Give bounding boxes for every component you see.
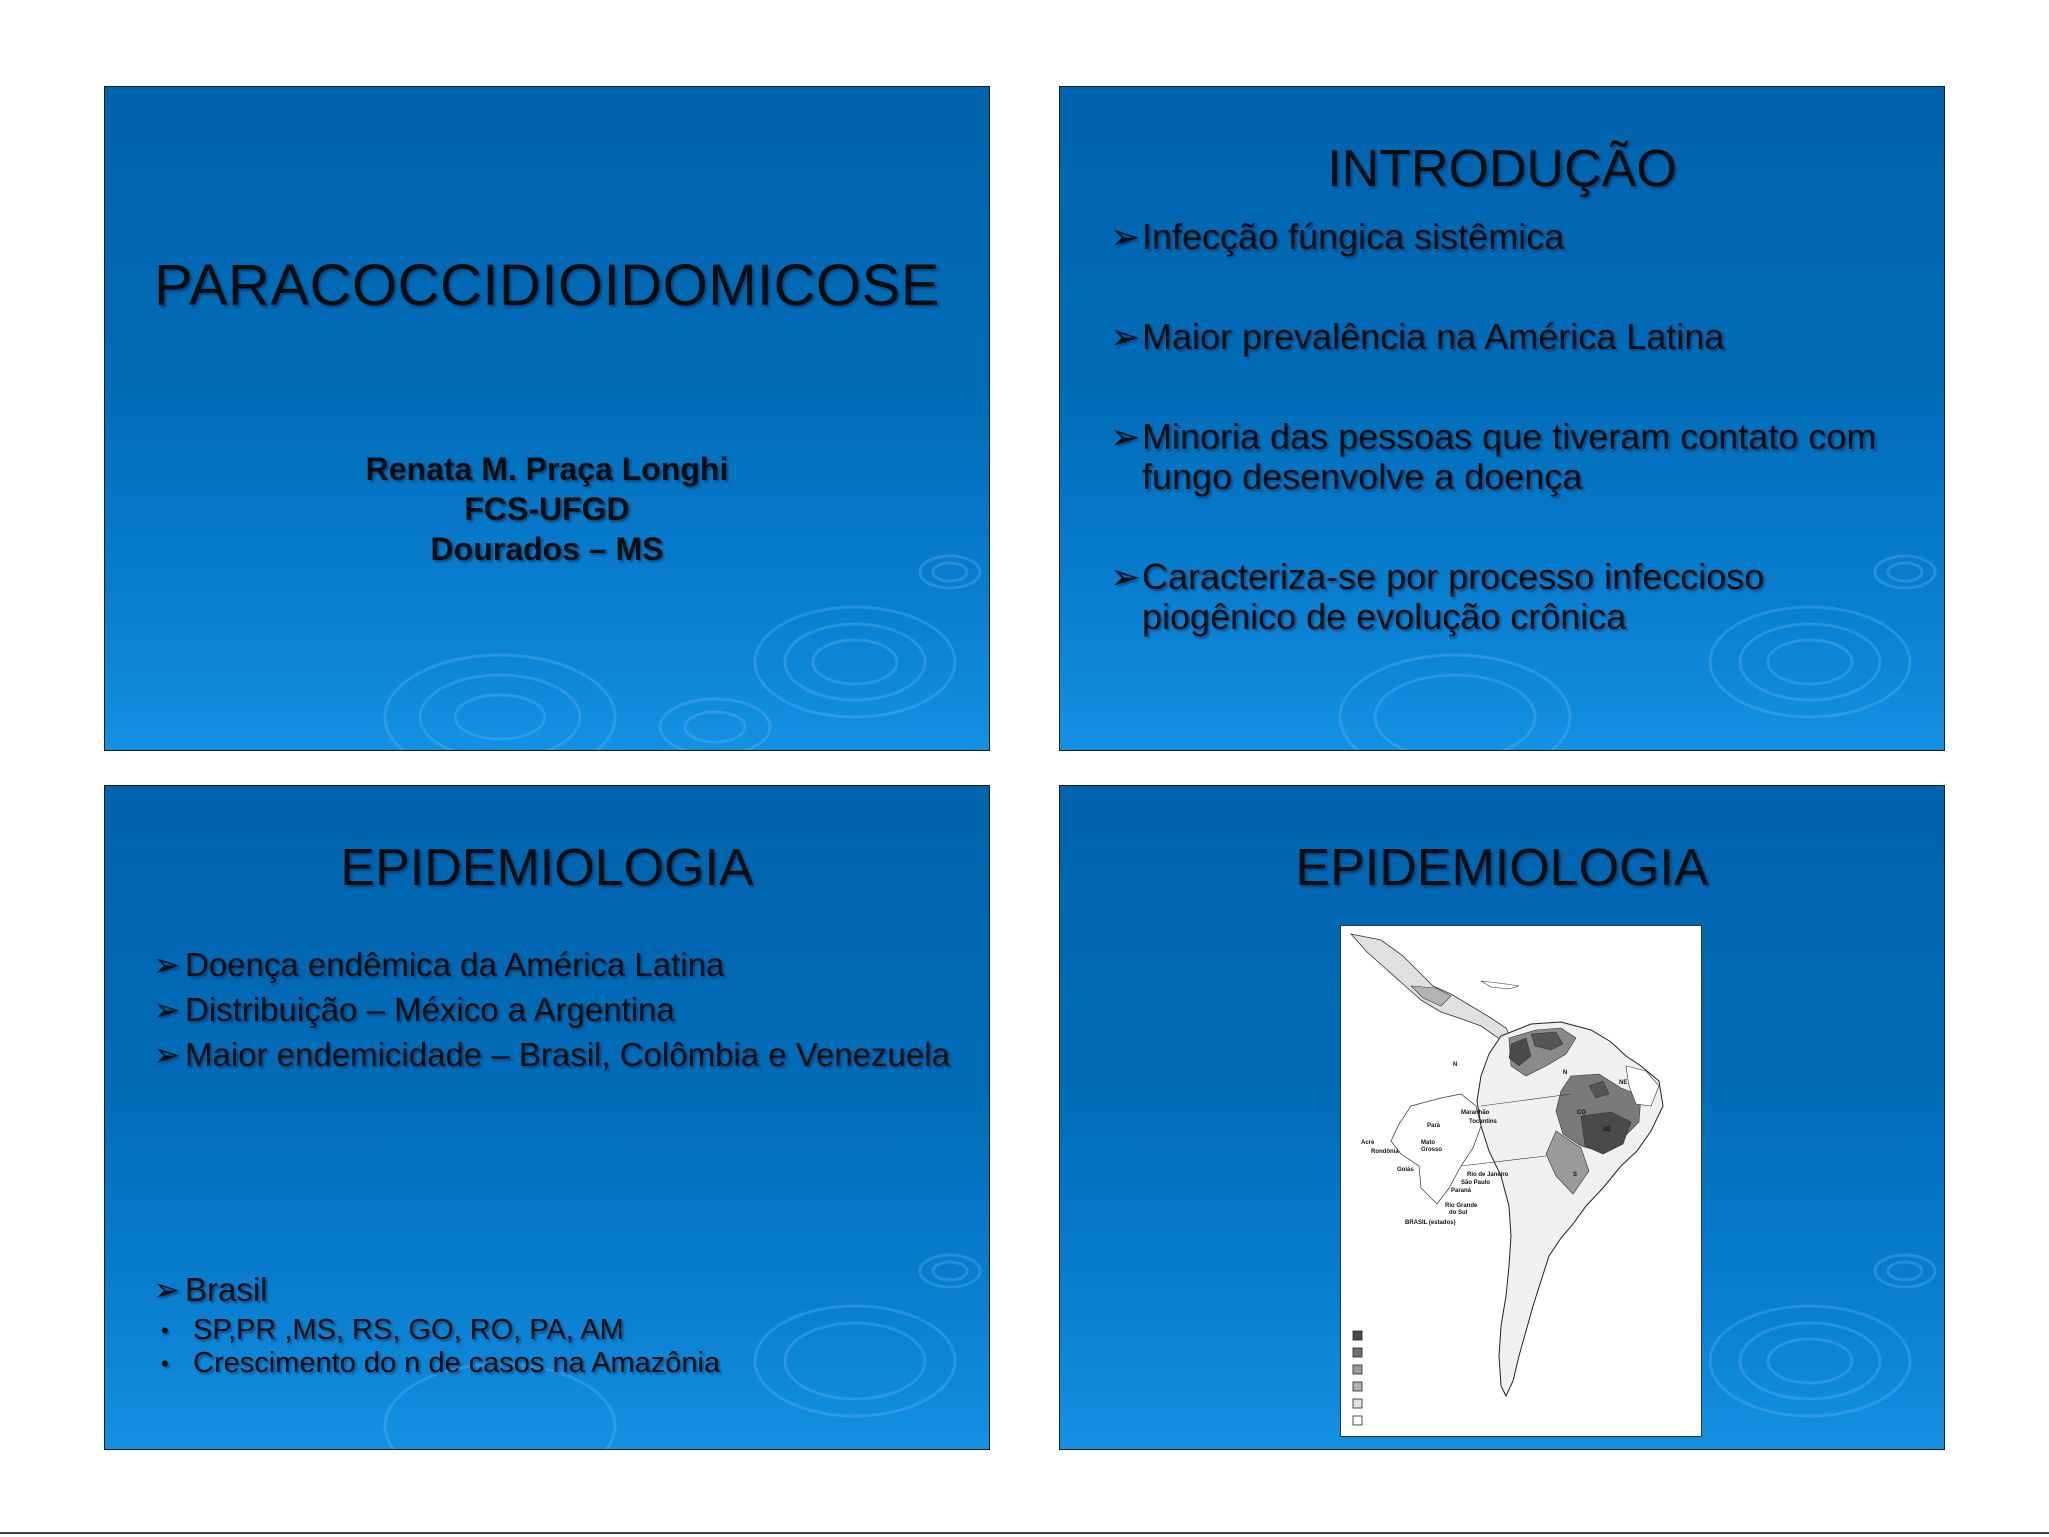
label-region-se: SE [1603, 1127, 1612, 1133]
label-region-n: N [1563, 1070, 1568, 1076]
label-rio-janeiro: Rio de Janeiro [1467, 1172, 1509, 1178]
list-item: ➢ Doença endêmica da América Latina [153, 946, 725, 983]
label-brasil-estados: BRASIL (estados) [1405, 1220, 1456, 1226]
label-region-ne: NE [1619, 1080, 1628, 1086]
legend-swatch [1353, 1416, 1362, 1425]
list-item: ➢ Maior endemicidade – Brasil, Colômbia e Venezuela [153, 1036, 950, 1073]
label-rio-grande-1: Rio Grande [1445, 1203, 1478, 1209]
bullet-list [153, 946, 953, 1081]
page-bottom-rule [0, 1532, 2049, 1534]
author-institution: FCS-UFGD [464, 491, 630, 527]
map-graphic [1341, 926, 1701, 1436]
label-maranhao: Maranhão [1461, 1110, 1490, 1116]
presentation-title: PARACOCCIDIOIDOMICOSE [153, 253, 941, 318]
legend-swatch [1353, 1399, 1362, 1408]
brasil-section [153, 1271, 953, 1380]
list-item: ➢ Caracteriza-se por processo infeccioso piogênico de evolução crônica [1110, 556, 1765, 637]
list-item: ➢ Maior prevalência na América Latina [1110, 316, 1725, 357]
label-mato-grosso-1: Mato [1421, 1140, 1435, 1146]
arrow-bullet-icon: ➢ [153, 1036, 181, 1073]
slide-heading: EPIDEMIOLOGIA [1295, 839, 1709, 897]
caribbean-island [1481, 981, 1519, 989]
slide-title [104, 86, 990, 751]
label-parana: Paraná [1451, 1188, 1472, 1194]
list-item [153, 1271, 953, 1308]
label-sao-paulo: São Paulo [1461, 1180, 1491, 1186]
slide-epidemiologia-map [1059, 785, 1945, 1450]
list-item: ➢ Minoria das pessoas que tiveram contato com fungo desenvolve a doença [1110, 416, 1877, 497]
latin-america-map [1340, 925, 1702, 1437]
map-legend [1353, 1331, 1362, 1425]
label-region-s: S [1573, 1172, 1578, 1178]
arrow-bullet-icon: ➢ [1110, 556, 1141, 597]
legend-swatch [1353, 1365, 1362, 1374]
arrow-bullet-icon: ➢ [1110, 316, 1141, 357]
label-region-n-small: N [1453, 1062, 1458, 1068]
label-rondonia: Rondônia [1371, 1149, 1399, 1155]
bullet-list [1110, 217, 1910, 697]
label-acre: Acre [1361, 1140, 1375, 1146]
slide-epidemiologia-text [104, 785, 990, 1450]
bullet-dot-icon: • [161, 1318, 169, 1343]
list-item: ➢ Distribuição – México a Argentina [153, 991, 675, 1028]
arrow-bullet-icon: ➢ [1110, 216, 1141, 257]
arrow-bullet-icon: ➢ [153, 946, 181, 983]
label-region-co: CO [1577, 1110, 1586, 1116]
bullet-dot-icon: • [161, 1351, 169, 1376]
label-para: Pará [1427, 1123, 1441, 1129]
mexico-region [1351, 934, 1511, 1040]
author-location: Dourados – MS [430, 531, 664, 567]
legend-swatch [1353, 1382, 1362, 1391]
ripple-decoration [105, 87, 990, 751]
arrow-bullet-icon: ➢ [153, 991, 181, 1028]
label-rio-grande-2: do Sul [1449, 1210, 1468, 1216]
slide-heading: EPIDEMIOLOGIA [340, 839, 754, 897]
label-tocantins: Tocantins [1469, 1119, 1497, 1125]
legend-swatch [1353, 1331, 1362, 1340]
author-block [105, 449, 989, 569]
slide-introducao [1059, 86, 1945, 751]
legend-swatch [1353, 1348, 1362, 1357]
list-item: ➢ Infecção fúngica sistêmica [1110, 216, 1565, 257]
sub-list [161, 1314, 953, 1380]
arrow-bullet-icon: ➢ [1110, 416, 1141, 457]
sub-list-item: • SP,PR ,MS, RS, GO, RO, PA, AM [161, 1314, 624, 1346]
author-name: Renata M. Praça Longhi [365, 451, 729, 487]
sub-list-item: • Crescimento do n de casos na Amazônia [161, 1347, 721, 1379]
brasil-label: Brasil [185, 1271, 268, 1308]
arrow-bullet-icon: ➢ [153, 1271, 181, 1308]
label-goias: Goiás [1397, 1167, 1414, 1173]
label-mato-grosso-2: Grosso [1421, 1147, 1443, 1153]
slide-heading: INTRODUÇÃO [1327, 140, 1677, 198]
